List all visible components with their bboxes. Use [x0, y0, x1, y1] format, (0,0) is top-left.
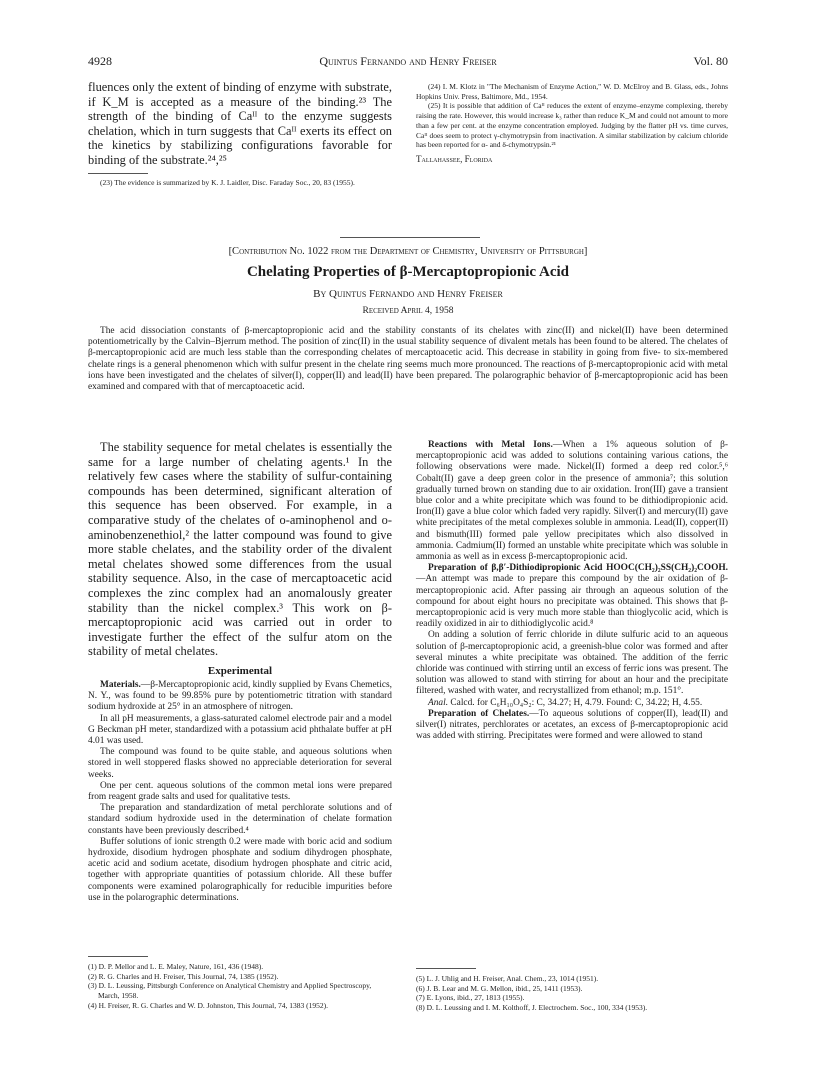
dithio-prep-text: —An attempt was made to prepare this compound by the air oxidation of β-mercaptopropionic acid. After passing air through an aqueous solution of the compound for about eight hours no precipitate was obtained. This shows that β-mercaptopropionic acid is very much more stable than thioglycolic acid, which is readily oxidized in air to dithiodiglycolic acid.⁸ — [416, 574, 728, 630]
prev-article-left — [88, 80, 392, 187]
footnote-8: (8) D. L. Leussing and I. M. Kolthoff, J. Electrochem. Soc., 100, 334 (1953). — [416, 1003, 648, 1013]
footnote-2: (2) R. G. Charles and H. Freiser, This Journal, 74, 1385 (1952). — [88, 971, 279, 981]
page-number: 4928 — [88, 54, 112, 68]
materials-heading: Materials. — [100, 679, 141, 690]
footnote-7: (7) E. Lyons, ibid., 27, 1813 (1955). — [416, 993, 525, 1003]
perchlorate-paragraph: The preparation and standardization of metal perchlorate solutions and of standard sodium hydroxide used in the determination of chelate formation constants have been previously described.⁴ — [88, 803, 392, 836]
footnote-4: (4) H. Freiser, R. G. Charles and W. D. Johnston, This Journal, 74, 1383 (1952). — [88, 1000, 328, 1010]
footnote-5: (5) L. J. Uhlig and H. Freiser, Anal. Chem., 23, 1014 (1951). — [416, 974, 599, 983]
affiliation: Tallahassee, Florida — [416, 153, 493, 164]
footnote-6: (6) J. B. Lear and M. G. Mellon, ibid., 25, 1411 (1953). — [416, 983, 583, 993]
ferric-paragraph: On adding a solution of ferric chloride in dilute sulfuric acid to an aqueous solution of β-mercaptopropionic acid, a greenish-blue color was formed and after several minutes a white precipitate was obtained. The addition of the ferric chloride was continued with stirring until an excess of ferric ions was present. The solution was allowed to stand with stirring for about an hour and the precipitate filtered, washed with water, and recrystallized from ethanol; m.p. 151°. — [416, 630, 728, 697]
body-right-column — [416, 440, 728, 742]
dithio-prep-heading: Preparation of β,β′-Dithiodipropionic Acid HOOC(CH₂)₂SS(CH₂)₂COOH. — [428, 563, 728, 574]
ph-paragraph: In all pH measurements, a glass-saturated calomel electrode pair and a model G Beckman pH meter, standardized with a potassium acid phthalate buffer at pH 4.01 was used. — [88, 713, 392, 746]
intro-paragraph: The stability sequence for metal chelates is essentially the same for a large number of chelating agents.¹ In the relatively few cases where the stability of sulfur-containing compounds has been determined, significant alteration of this sequence has been observed. For example, in a comparative study of the chelates of o-aminophenol and o-aminobenzenethiol,² the latter compound was found to give more stable chelates, and the stability order of the divalent metal chelates showed some differences from the usual stability sequence. Also, in the case of mercaptoacetic acid complexes the zinc complex had an anomalously greater stability than the nickel complex.³ This work on β-mercaptopropionic acid was carried out in order to investigate further the effect of the sulfur atom on the stability of metal chelates. — [88, 440, 392, 659]
footnote-1: (1) D. P. Mellor and L. E. Maley, Nature, 161, 436 (1948). — [88, 962, 264, 971]
footnote-3: (3) D. L. Leussing, Pittsburgh Conference on Analytical Chemistry and Applied Spectroscopy, March, 1958. — [88, 981, 372, 1001]
footnote-rule-left — [88, 956, 148, 957]
abstract — [88, 326, 728, 393]
chelates-text: —To aqueous solutions of copper(II), lead(II) and silver(I) nitrates, perchlorates or acetates, an excess of β-mercaptopropionic acid was added with stirring. Precipitates were formed and were allowed to stand — [416, 708, 728, 742]
solutions-paragraph: One per cent. aqueous solutions of the common metal ions were prepared from reagent grade salts and used for qualitative tests. — [88, 780, 392, 802]
materials-text: —β-Mercaptopropionic acid, kindly supplied by Evans Chemetics, N. Y., was found to be 99.85% pure by potentiometric titration with standard sodium hydroxide at 25° in an atmosphere of nitrogen. — [88, 679, 392, 713]
chelates-heading: Preparation of Chelates. — [428, 708, 530, 719]
prev-article-right — [416, 82, 728, 164]
anal-text: Calcd. for C₆H₁₀O₄S₂: C, 34.27; H, 4.79. Found: C, 34.22; H, 4.55. — [450, 697, 703, 708]
buffer-paragraph: Buffer solutions of ionic strength 0.2 were made with boric acid and sodium hydroxide, disodium hydrogen phosphate and sodium dihydrogen phosphate, acetic acid and sodium acetate, disodium hydrogen phosphate and citric acid, together with appropriate quantities of potassium chloride. All these buffer components were examined polarographically for reducible impurities before use in the polarographic determinations. — [88, 836, 392, 903]
prev-article-text: fluences only the extent of binding of enzyme with substrate, if K_M is accepted as a measure of the binding.²³ The strength of the binding of Caᴵᴵ to the enzyme suggests chelation, which in turn suggests that Caᴵᴵ exerts its effect on the kinetics by stabilizing configurations favorable for binding of the substrate.²⁴,²⁵ — [88, 80, 392, 167]
experimental-heading: Experimental — [207, 664, 273, 677]
footnote-rule — [88, 173, 148, 174]
footnotes-left — [88, 962, 392, 1011]
volume-label: Vol. 80 — [693, 54, 728, 68]
received-date: Received April 4, 1958 — [362, 306, 454, 316]
footnote-23: (23) The evidence is summarized by K. J. Laidler, Disc. Faraday Soc., 20, 83 (1955). — [100, 177, 355, 187]
reactions-text: —When a 1% aqueous solution of β-mercaptopropionic acid was added to solutions containing various cations, the following observations were made. Nickel(II) formed a deep red color.⁵,⁶ Cobalt(II) gave a deep green color in the presence of ammonia⁷; this solution gradually turned brown on standing due to air oxidation. Iron(III) gave a transient blue color and a white precipitate which was found to be dithiodipropionic acid. Iron(II) gave a blue color which faded very rapidly. Silver(I) and mercury(II) gave white precipitates of the metal complexes soluble in ammonia. Lead(II), copper(II) and bismuth(III) formed pale yellow precipitates which also dissolved in ammonia. Cadmium(II) formed an unstable white precipitate which was soluble in ammonia as well as in excess β-mercaptopropionic acid. — [416, 440, 728, 563]
footnote-24: (24) I. M. Klotz in "The Mechanism of Enzyme Action," W. D. McElroy and B. Glass, eds., Johns Hopkins Univ. Press, Baltimore, Md., 1954. — [416, 82, 728, 101]
footnotes-right — [416, 974, 728, 1013]
reactions-heading: Reactions with Metal Ions. — [428, 440, 553, 450]
running-title: Quintus Fernando and Henry Freiser — [319, 54, 497, 68]
footnote-25: (25) It is possible that addition of Caᴵᴵ reduces the extent of enzyme–enzyme complexing, thereby raising the rate. However, this would increase k₃ rather than reduce K_M and could not amount to more than a few per cent. at the enzyme concentration employed. Judging by the flatter pH vs. time curves, Caᴵᴵ does seem to protect γ-chymotrypsin from inactivation. A similar stabilization by calcium chloride has been reported for α- and δ-chymotrypsin.²¹ — [416, 101, 728, 150]
article-authors: By Quintus Fernando and Henry Freiser — [313, 288, 503, 300]
abstract-text: The acid dissociation constants of β-mercaptopropionic acid and the stability constants of its chelates with zinc(II) and nickel(II) have been determined potentiometrically by the Calvin–Bjerrum method. The position of zinc(II) in the usual stability sequence of divalent metals has been found to be altered. The chelates of β-mercaptopropionic acid are much less stable than the corresponding chelates of mercaptoacetic acid. This decrease in stability in going from five- to six-membered chelate rings is a general phenomenon which with sulfur present in the chelate ring seems much more pronounced. The reactions of β-mercaptopropionic acid with metal ions have been investigated and the chelates of silver(I), copper(II) and lead(II) have been prepared. The polarographic behavior of β-mercaptopropionic acid has been examined and compared with that of mercaptoacetic acid. — [88, 326, 728, 393]
article-separator — [340, 237, 480, 238]
stability-paragraph: The compound was found to be quite stable, and aqueous solutions when stored in well stoppered flasks showed no appreciable deterioration for several weeks. — [88, 747, 392, 780]
anal-label: Anal. — [428, 697, 449, 708]
article-title: Chelating Properties of β-Mercaptopropionic Acid — [246, 264, 570, 280]
body-left-column — [88, 440, 392, 904]
footnote-rule-right — [416, 968, 476, 969]
contribution-line: [Contribution No. 1022 from the Department of Chemistry, University of Pittsburgh] — [228, 246, 588, 257]
